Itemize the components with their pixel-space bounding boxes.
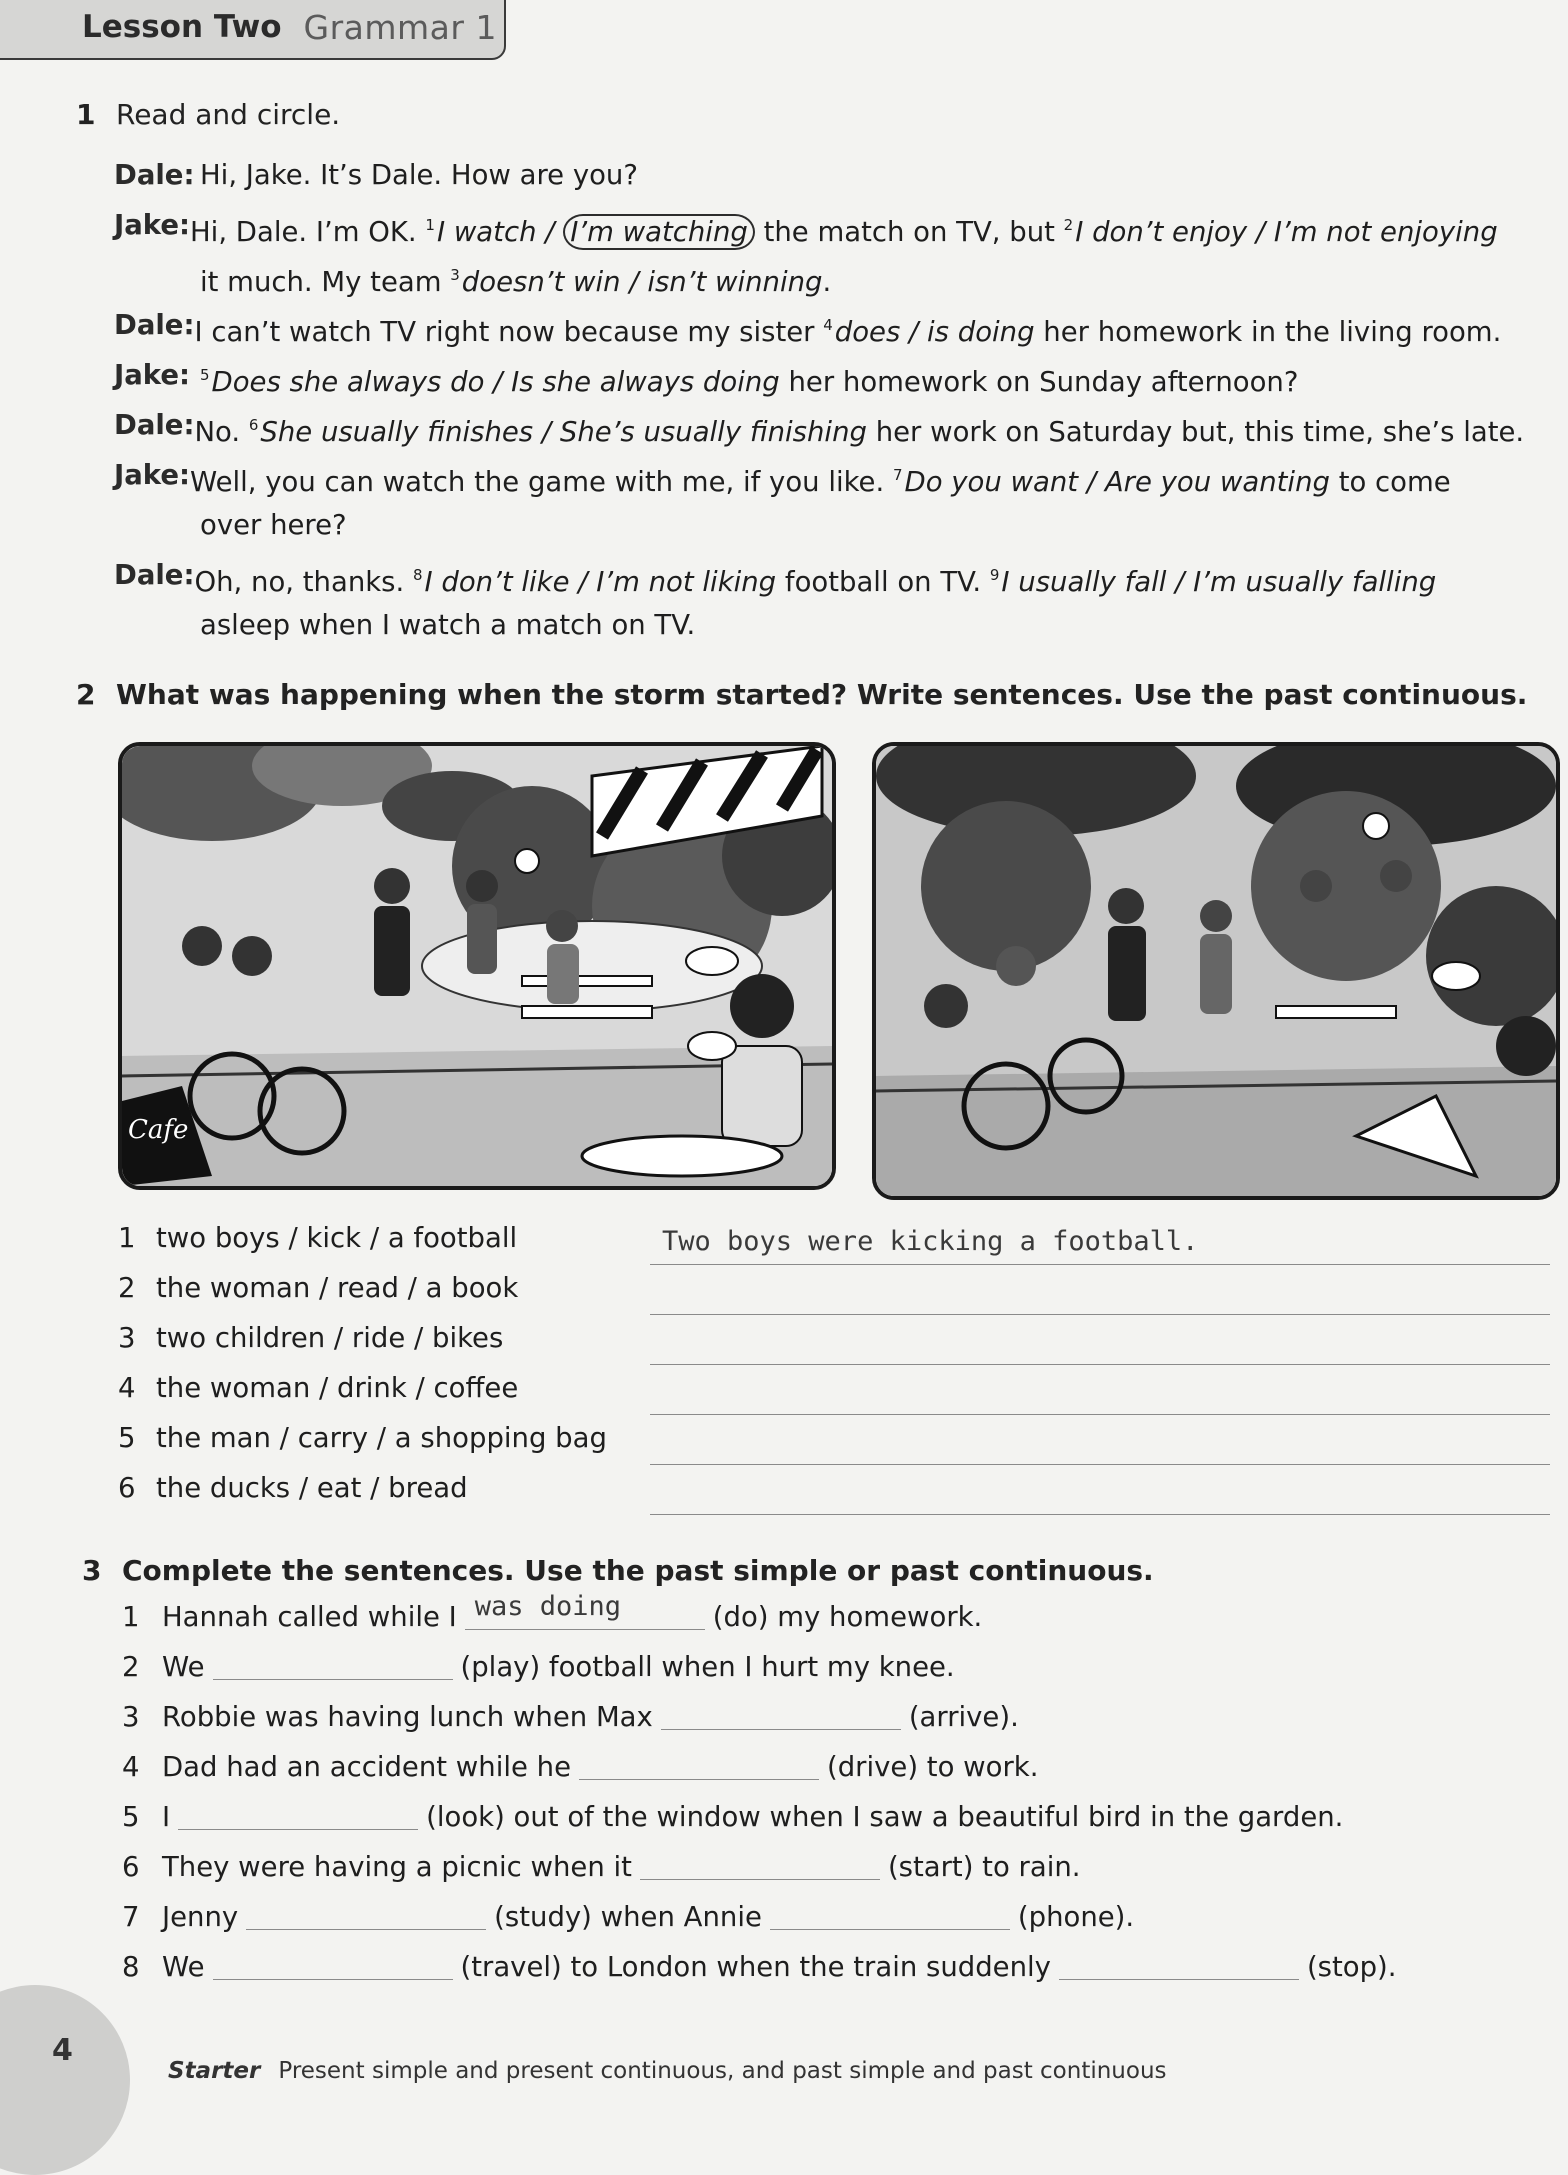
list-item: [118, 1272, 518, 1304]
gap-number: 5: [200, 366, 210, 384]
dialog-line: [114, 550, 1437, 600]
gap-number: 4: [823, 316, 833, 334]
dialog-line: [114, 450, 1451, 500]
text: her work on Saturday but, this time, she’s late.: [866, 416, 1525, 448]
lesson-label: Lesson Two: [82, 9, 282, 45]
item-number: 5: [122, 1801, 140, 1833]
dialog-line: [114, 500, 1434, 550]
list-item: [118, 1222, 517, 1254]
speaker: Dale:: [114, 559, 195, 591]
text: her homework on Sunday afternoon?: [779, 366, 1299, 398]
speaker: [114, 250, 200, 300]
item-number: 8: [122, 1951, 140, 1983]
line-text: [194, 400, 1524, 450]
item-prompt: the ducks / eat / bread: [156, 1472, 468, 1504]
text: I can’t watch TV right now because my sister: [194, 316, 824, 348]
item-number: 4: [122, 1751, 140, 1783]
gap-field[interactable]: [178, 1799, 418, 1830]
sentence-start: Dad had an accident while he: [162, 1751, 571, 1783]
speaker: Jake:: [114, 459, 190, 491]
sentence-middle: (study) when Annie: [494, 1901, 762, 1933]
gap-number: 2: [1063, 216, 1074, 234]
sentence-middle: (travel) to London when the train suddenly: [460, 1951, 1051, 1983]
option-text[interactable]: does / is doing: [834, 316, 1035, 348]
sentence: [122, 1747, 1038, 1787]
gap-field[interactable]: [465, 1591, 705, 1630]
option-text[interactable]: doesn’t win / isn’t winning: [461, 266, 823, 298]
dialog-line: [114, 350, 1434, 400]
dialog-line: [114, 400, 1525, 450]
sentence-end: (do) my homework.: [712, 1601, 983, 1633]
item-number: 2: [122, 1651, 140, 1683]
item-number: 5: [118, 1422, 136, 1454]
line-text: [200, 250, 831, 300]
exercise-2-title: [76, 678, 1527, 711]
answer-line[interactable]: [650, 1364, 1550, 1365]
park-storm-illustration: [872, 742, 1560, 1200]
list-item: [118, 1322, 503, 1354]
option-text[interactable]: Do you want / Are you wanting: [904, 466, 1330, 498]
text: No.: [194, 416, 249, 448]
gap-field[interactable]: [213, 1949, 453, 1980]
line-text: [190, 450, 1451, 500]
item-number: 3: [122, 1701, 140, 1733]
sentence: [122, 1797, 1343, 1837]
gap-number: 8: [413, 566, 423, 584]
sentence-start: I: [162, 1801, 171, 1833]
page-number: 4: [52, 2033, 73, 2068]
gap-field[interactable]: [246, 1899, 486, 1930]
line-text: [200, 350, 1298, 400]
dialog: [114, 150, 1525, 650]
list-item: [118, 1422, 607, 1454]
speaker: [114, 500, 200, 550]
speaker: Jake:: [114, 209, 190, 241]
sentence-end: (arrive).: [908, 1701, 1019, 1733]
answer-line[interactable]: [650, 1414, 1550, 1415]
sentence-start: Robbie was having lunch when Max: [162, 1701, 653, 1733]
sentence: [122, 1647, 955, 1687]
speaker: [114, 600, 200, 650]
sentence: [122, 1897, 1134, 1937]
sentence-start: Jenny: [162, 1901, 239, 1933]
exercise-3-title: [82, 1554, 1154, 1587]
item-number: 3: [118, 1322, 136, 1354]
text: it much. My team: [200, 266, 451, 298]
sentence-end: (start) to rain.: [887, 1851, 1081, 1883]
handwritten-answer: Two boys were kicking a football.: [662, 1226, 1199, 1257]
dialog-line: [114, 200, 1498, 250]
item-number: 6: [118, 1472, 136, 1504]
line-text: over here?: [200, 509, 347, 541]
sentence-start: Hannah called while I: [162, 1601, 457, 1633]
exercise-number: 2: [76, 678, 96, 711]
dialog-line: [114, 300, 1502, 350]
gap-field[interactable]: [1059, 1949, 1299, 1980]
handwritten-answer: was doing: [474, 1591, 622, 1622]
speaker: Dale:: [114, 309, 195, 341]
answer-line[interactable]: [650, 1514, 1550, 1515]
text: the match on TV, but: [754, 216, 1064, 248]
item-prompt: two children / ride / bikes: [156, 1322, 504, 1354]
sentence: [122, 1847, 1081, 1887]
speaker: Jake:: [114, 359, 190, 391]
item-number: 7: [122, 1901, 140, 1933]
option-text[interactable]: Does she always do / Is she always doing: [211, 366, 780, 398]
gap-field[interactable]: [640, 1849, 880, 1880]
text: Oh, no, thanks.: [194, 566, 413, 598]
item-prompt: the man / carry / a shopping bag: [156, 1422, 607, 1454]
gap-number: 7: [892, 466, 903, 484]
text: .: [822, 266, 832, 298]
lesson-header-tab: [0, 0, 506, 60]
dialog-line: [114, 250, 1434, 300]
answer-line[interactable]: [650, 1314, 1550, 1315]
page-number-tab: [0, 1985, 130, 2175]
cafe-sign-text: Cafe: [128, 1115, 189, 1145]
sentence-start: We: [162, 1951, 205, 1983]
item-number: 1: [122, 1601, 140, 1633]
option-text[interactable]: I don’t like / I’m not liking: [424, 566, 777, 598]
speaker: Dale:: [114, 409, 195, 441]
line-text: asleep when I watch a match on TV.: [200, 609, 696, 641]
exercise-instruction: Read and circle.: [116, 98, 341, 131]
sentence-end: (play) football when I hurt my knee.: [460, 1651, 955, 1683]
gap-number: 9: [989, 566, 1000, 584]
sentence-end: (drive) to work.: [827, 1751, 1039, 1783]
list-item: [118, 1372, 518, 1404]
gap-field[interactable]: [661, 1699, 901, 1730]
text: Well, you can watch the game with me, if you like.: [190, 466, 893, 498]
section-label: Grammar 1: [303, 7, 497, 47]
circled-answer[interactable]: I’m watching: [563, 214, 755, 250]
line-text: [190, 200, 1498, 250]
dialog-line: [114, 150, 1434, 200]
item-prompt: the woman / drink / coffee: [156, 1372, 519, 1404]
sentence-end: (stop).: [1306, 1951, 1397, 1983]
option-text[interactable]: She usually finishes / She’s usually finishing: [260, 416, 867, 448]
item-number: 6: [122, 1851, 140, 1883]
exercise-number: 3: [82, 1554, 102, 1587]
sentence: [122, 1591, 983, 1637]
text: her homework in the living room.: [1034, 316, 1502, 348]
text: Hi, Dale. I’m OK.: [190, 216, 426, 248]
line-text: [194, 550, 1436, 600]
sentence: [122, 1697, 1019, 1737]
sentence-end: (phone).: [1017, 1901, 1135, 1933]
option-text[interactable]: I don’t enjoy / I’m not enjoying: [1075, 216, 1498, 248]
item-prompt: the woman / read / a book: [156, 1272, 519, 1304]
gap-field[interactable]: [213, 1649, 453, 1680]
line-text: [194, 300, 1501, 350]
park-before-storm-illustration: [118, 742, 836, 1190]
line-text: Hi, Jake. It’s Dale. How are you?: [200, 159, 638, 191]
dialog-line: [114, 600, 1434, 650]
exercise-instruction: Complete the sentences. Use the past simple or past continuous.: [122, 1554, 1154, 1587]
gap-number: 3: [450, 266, 460, 284]
topic-label: Present simple and present continuous, and past simple and past continuous: [278, 2058, 1167, 2084]
exercise-number: 1: [76, 98, 96, 131]
answer-line[interactable]: [650, 1464, 1550, 1465]
item-number: 1: [118, 1222, 136, 1254]
footer-caption: [168, 2058, 1167, 2084]
sentence-start: We: [162, 1651, 205, 1683]
speaker: Dale:: [114, 159, 195, 191]
item-prompt: two boys / kick / a football: [156, 1222, 518, 1254]
text: football on TV.: [776, 566, 990, 598]
gap-number: 1: [425, 216, 435, 234]
exercise-instruction: What was happening when the storm started? Write sentences. Use the past continuous.: [116, 678, 1528, 711]
option-text: I watch /: [436, 216, 564, 248]
gap-field[interactable]: [770, 1899, 1010, 1930]
sentence: [122, 1947, 1397, 1987]
option-text[interactable]: I usually fall / I’m usually falling: [1001, 566, 1437, 598]
list-item: [118, 1472, 468, 1504]
gap-field[interactable]: [579, 1749, 819, 1780]
sentence-end: (look) out of the window when I saw a beautiful bird in the garden.: [426, 1801, 1344, 1833]
sentence-start: They were having a picnic when it: [162, 1851, 632, 1883]
item-number: 2: [118, 1272, 136, 1304]
gap-number: 6: [248, 416, 259, 434]
answer-line[interactable]: [650, 1264, 1550, 1265]
exercise-1-title: [76, 98, 340, 131]
unit-label: Starter: [168, 2058, 261, 2084]
item-number: 4: [118, 1372, 136, 1404]
text: to come: [1329, 466, 1451, 498]
